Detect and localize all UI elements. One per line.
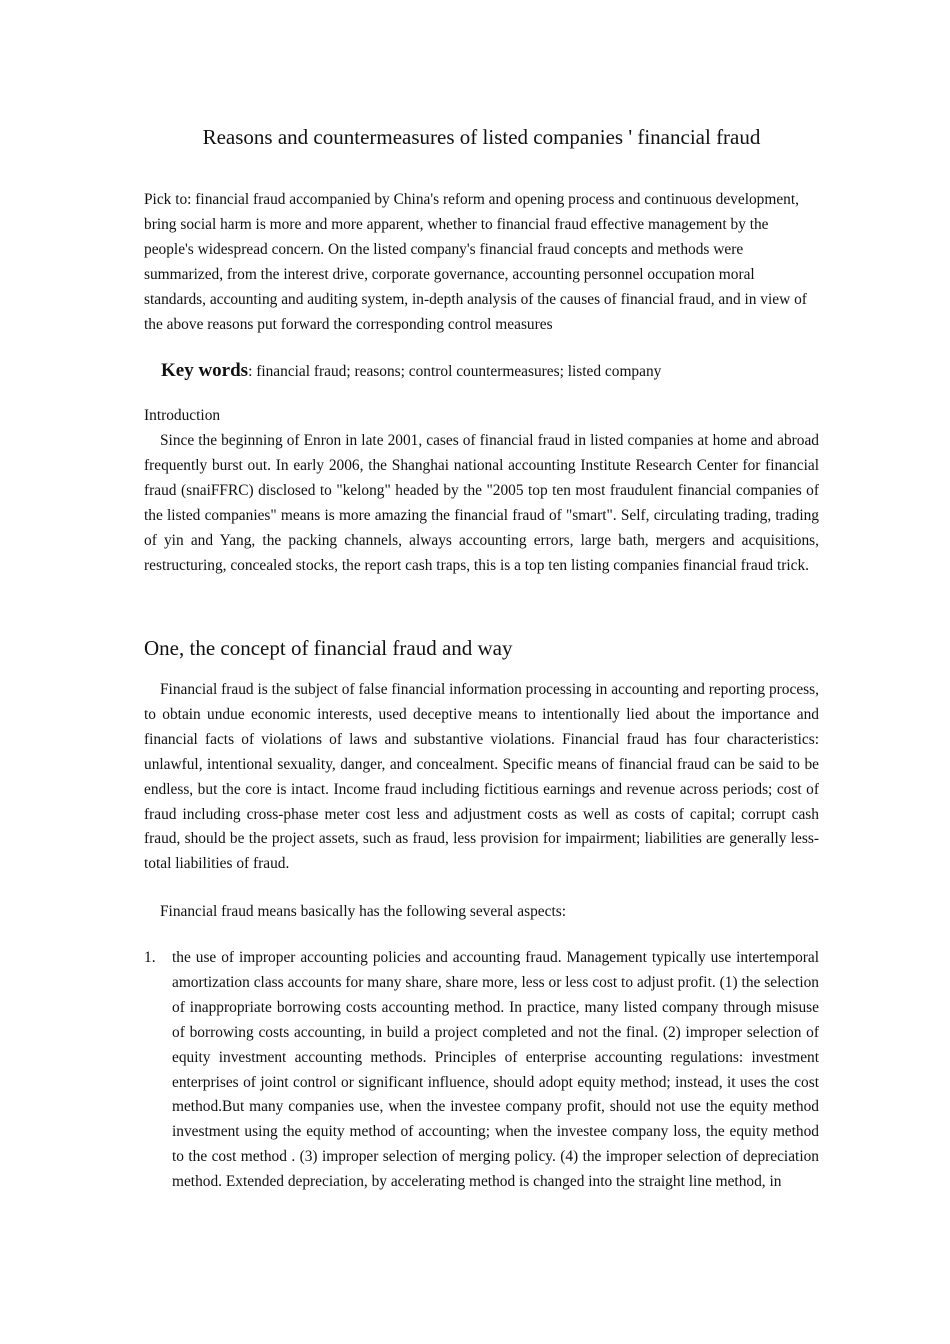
abstract-paragraph: Pick to: financial fraud accompanied by China's reform and opening process and continuous development, bring social harm is more and more apparent, whether to financial fraud effective management by the people's widespread concern. On the listed company's financial fraud concepts and methods were summarized, from the interest drive, corporate governance, accounting personnel occupation moral standards, accounting and auditing system, in-depth analysis of the causes of financial fraud, and in view of the above reasons put forward the corresponding control measures bbox=[144, 191, 807, 333]
keywords-text: : financial fraud; reasons; control countermeasures; listed company bbox=[248, 363, 662, 380]
keywords-label: Key words bbox=[161, 360, 249, 381]
introduction-paragraph: Since the beginning of Enron in late 2001, cases of financial fraud in listed companies at home and abroad frequently burst out. In early 2006, the Shanghai national accounting Institute Research Center for financial fraud (snaiFFRC) disclosed to "kelong" headed by the "2005 top ten most fraudulent financial companies of the listed companies" means is more amazing the financial fraud of "smart". Self, circulating trading, trading of yin and Yang, the packing channels, always accounting errors, large bath, mergers and acquisitions, restructuring, concealed stocks, the report cash traps, this is a top ten listing companies financial fraud trick. bbox=[144, 432, 819, 574]
list-item-text: the use of improper accounting policies and accounting fraud. Management typically use intertemporal amortization class accounts for many share, share more, less or less cost to adjust profit. (1) the selection of inappropriate borrowing costs accounting method. In practice, many listed company through misuse of borrowing costs accounting, in build a project completed and not the final. (2) improper selection of equity investment accounting methods. Principles of enterprise accounting regulations: investment enterprises of joint control or significant influence, should adopt equity method; instead, it uses the cost method.But many companies use, when the investee company profit, should not use the equity method investment using the equity method of accounting; when the investee company loss, the equity method to the cost method . (3) improper selection of merging policy. (4) the improper selection of depreciation method. Extended depreciation, by accelerating method is changed into the straight line method, in bbox=[172, 949, 819, 1191]
numbered-list bbox=[144, 946, 819, 1195]
keywords-line bbox=[161, 358, 661, 385]
document-title: Reasons and countermeasures of listed companies ' financial fraud bbox=[202, 125, 761, 149]
section-one-paragraph-2: Financial fraud means basically has the following several aspects: bbox=[160, 903, 567, 920]
introduction-heading: Introduction bbox=[144, 407, 221, 424]
section-one-paragraph-1: Financial fraud is the subject of false financial information processing in accounting and reporting process, to obtain undue economic interests, used deceptive means to intentionally lied about the importance and financial facts of violations of laws and substantive violations. Financial fraud has four characteristics: unlawful, intentional sexuality, danger, and concealment. Specific means of financial fraud can be said to be endless, but the core is intact. Income fraud including fictitious earnings and revenue across periods; cost of fraud including cross-phase meter cost less and adjustment costs as well as costs of capital; corrupt cash fraud, should be the project assets, such as fraud, less provision for impairment; liabilities are generally less-total liabilities of fraud. bbox=[144, 681, 819, 873]
section-one-heading: One, the concept of financial fraud and way bbox=[144, 636, 513, 660]
list-item-number: 1. bbox=[144, 949, 156, 966]
